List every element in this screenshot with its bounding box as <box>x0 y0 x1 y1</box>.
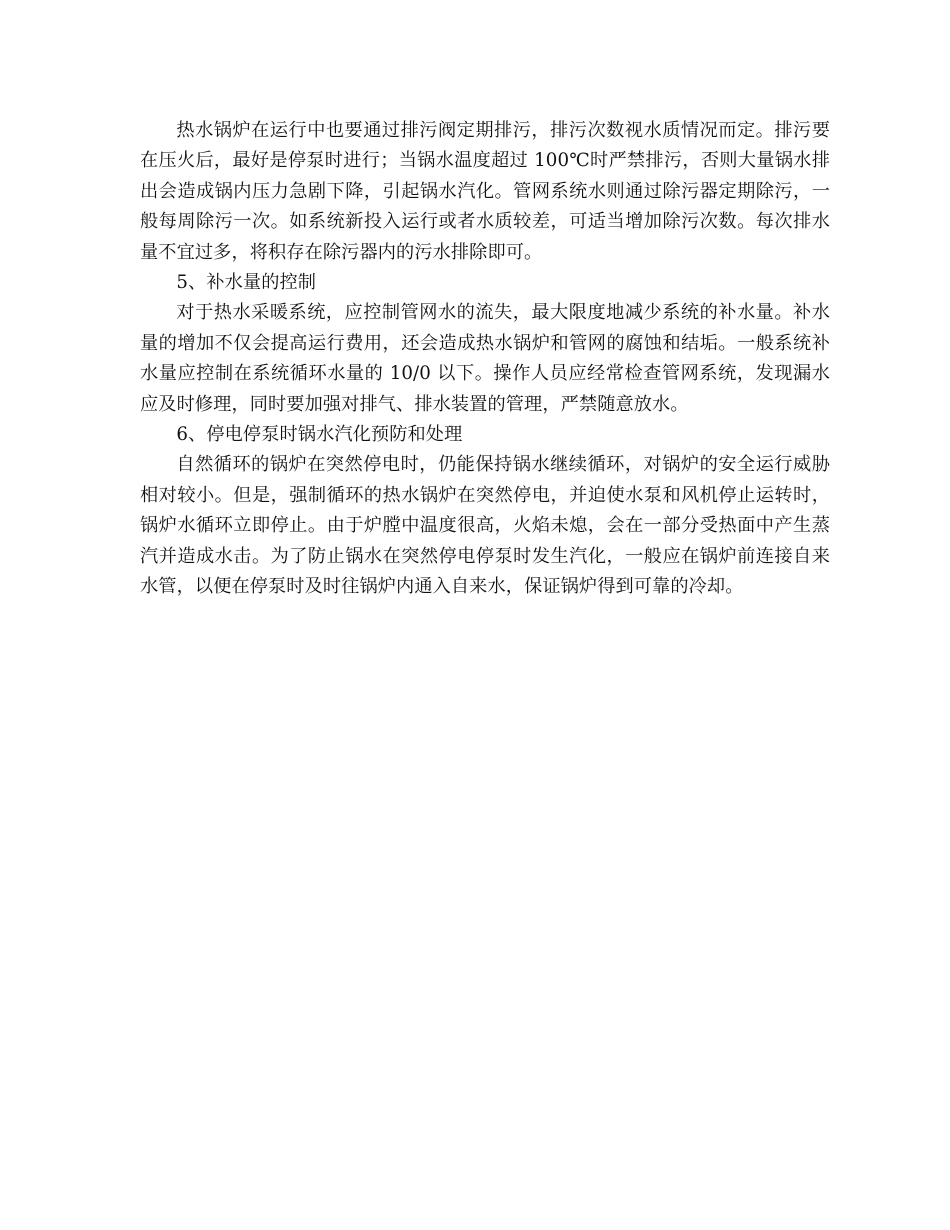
paragraph-blowdown: 热水锅炉在运行中也要通过排污阀定期排污，排污次数视水质情况而定。排污要在压火后，最好是停泵时进行；当锅水温度超过 100℃时严禁排污，否则大量锅水排出会造成锅内压力急剧下降，引起锅水汽化。管网系统水则通过除污器定期除污，一般每周除污一次。如系统新投入运行或者水质较差，可适当增加除污次数。每次排水量不宜过多，将积存在除污器内的污水排除即可。 <box>140 120 830 263</box>
paragraph-power-failure: 自然循环的锅炉在突然停电时，仍能保持锅水继续循环，对锅炉的安全运行威胁相对较小。但是，强制循环的热水锅炉在突然停电，并迫使水泵和风机停止运转时，锅炉水循环立即停止。由于炉膛中温度很高，火焰未熄，会在一部分受热面中产生蒸汽并造成水击。为了防止锅水在突然停电停泵时发生汽化，一般应在锅炉前连接自来水管，以便在停泵时及时往锅炉内通入自来水，保证锅炉得到可靠的冷却。 <box>140 454 830 598</box>
section-heading-power-failure: 6、停电停泵时锅水汽化预防和处理 <box>176 424 463 446</box>
document-body <box>140 116 830 603</box>
paragraph-makeup-water: 对于热水采暖系统，应控制管网水的流失，最大限度地减少系统的补水量。补水量的增加不仅会提高运行费用，还会造成热水锅炉和管网的腐蚀和结垢。一般系统补水量应控制在系统循环水量的 10/0 以下。操作人员应经常检查管网系统，发现漏水应及时修理，同时要加强对排气、排水装置的管理，严禁随意放水。 <box>140 302 830 415</box>
section-heading-makeup-water: 5、补水量的控制 <box>176 272 317 294</box>
